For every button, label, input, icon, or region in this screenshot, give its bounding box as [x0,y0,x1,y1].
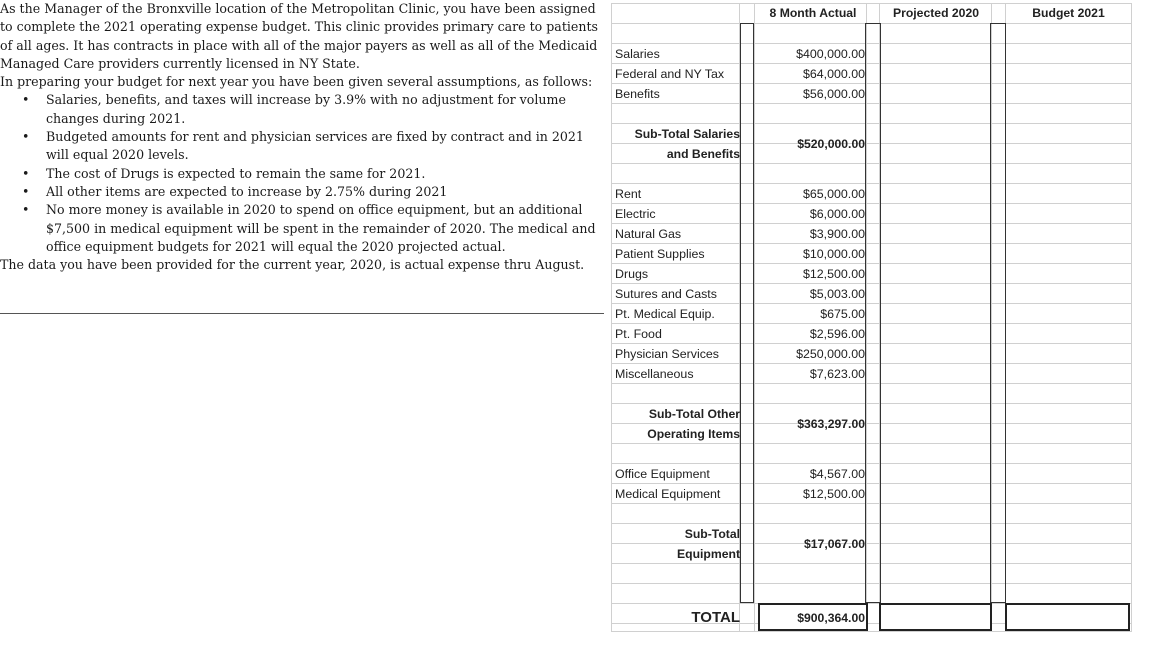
actual-column-border [865,23,881,603]
assumptions-intro: In preparing your budget for next year you have been given several assumptions, as follows: [0,74,593,90]
subtotal-other-label-line2: Operating Items [647,427,740,441]
row-label-physician-services: Physician Services [615,347,719,361]
row-label-patient-supplies: Patient Supplies [615,247,705,261]
row-label-pt-medical-equip: Pt. Medical Equip. [615,307,715,321]
header-budget-2021: Budget 2021 [1032,6,1105,20]
cell-rent-actual[interactable]: $65,000.00 [802,187,865,201]
assumption-item: • The cost of Drugs is expected to remain the same for 2021. [46,165,603,183]
assumption-item: • No more money is available in 2020 to spend on office equipment, but an additional $7,500 in medical equipment will be spent in the remainder of 2020. The medical and office equipment budgets for 2021 will equal the 2020 projected actual. [46,201,603,256]
assumptions-list [0,91,603,256]
header-8-month-actual: 8 Month Actual [769,6,857,20]
cell-patient-supplies-actual[interactable]: $10,000.00 [802,247,865,261]
data-note: The data you have been provided for the current year, 2020, is actual expense thru August. [0,257,585,273]
assignment-instructions [0,0,603,274]
subtotal-salaries-label-line1: Sub-Total Salaries [634,127,740,141]
subtotal-salaries-label-line2: and Benefits [666,147,740,161]
subtotal-other-actual[interactable]: $363,297.00 [797,417,865,431]
row-label-benefits: Benefits [615,87,660,101]
cell-pt-medical-equip-actual[interactable]: $675.00 [820,307,865,321]
cell-miscellaneous-actual[interactable]: $7,623.00 [809,367,865,381]
assumption-item: • Salaries, benefits, and taxes will increase by 3.9% with no adjustment for volume changes during 2021. [46,91,603,128]
cell-natural-gas-actual[interactable]: $3,900.00 [809,227,865,241]
subtotal-salaries-label [635,124,740,164]
subtotal-equipment-label-line1: Sub-Total [684,527,740,541]
subtotal-equipment-actual[interactable]: $17,067.00 [804,537,865,551]
row-label-drugs: Drugs [615,267,649,281]
budget-spreadsheet [611,3,1132,632]
row-label-salaries: Salaries [615,47,660,61]
row-label-electric: Electric [615,207,656,221]
subtotal-equipment-label [677,524,740,564]
subtotal-salaries-actual[interactable]: $520,000.00 [797,137,865,151]
row-label-office-equipment: Office Equipment [615,467,710,481]
label-column-border [740,23,754,603]
cell-pt-food-actual[interactable]: $2,596.00 [809,327,865,341]
row-label-sutures-casts: Sutures and Casts [615,287,717,301]
row-label-medical-equipment: Medical Equipment [615,487,721,501]
row-label-natural-gas: Natural Gas [615,227,682,241]
total-projected-cell[interactable] [879,603,992,631]
subtotal-equipment-label-line2: Equipment [677,547,740,561]
total-label: TOTAL [691,609,740,626]
row-label-miscellaneous: Miscellaneous [615,367,694,381]
cell-medical-equipment-actual[interactable]: $12,500.00 [802,487,865,501]
total-budget-cell[interactable] [1005,603,1130,631]
cell-federal-ny-tax-actual[interactable]: $64,000.00 [802,67,865,81]
total-actual[interactable]: $900,364.00 [797,611,865,625]
cell-benefits-actual[interactable]: $56,000.00 [802,87,865,101]
assumption-item: • All other items are expected to increase by 2.75% during 2021 [46,183,603,201]
projected-column-border [990,23,1006,603]
header-projected-2020: Projected 2020 [892,6,980,20]
cell-salaries-actual[interactable]: $400,000.00 [796,47,865,61]
row-label-pt-food: Pt. Food [615,327,662,341]
cell-drugs-actual[interactable]: $12,500.00 [802,267,865,281]
cell-physician-services-actual[interactable]: $250,000.00 [796,347,865,361]
cell-sutures-casts-actual[interactable]: $5,003.00 [809,287,865,301]
row-label-rent: Rent [615,187,642,201]
assumption-item: • Budgeted amounts for rent and physician services are fixed by contract and in 2021 will equal 2020 levels. [46,128,603,165]
row-label-federal-ny-tax: Federal and NY Tax [615,67,725,81]
cell-electric-actual[interactable]: $6,000.00 [809,207,865,221]
intro-paragraph: As the Manager of the Bronxville location of the Metropolitan Clinic, you have been assigned to complete the 2021 operating expense budget. This clinic provides primary care to patients of all ages. It has contracts in place with all of the major payers as well as all of the Medicaid Managed Care providers currently licensed in NY State. [0,1,598,71]
subtotal-other-label [647,404,740,444]
cell-office-equipment-actual[interactable]: $4,567.00 [809,467,865,481]
divider-line [0,313,604,314]
subtotal-other-label-line1: Sub-Total Other [648,407,740,421]
grid-line [754,3,755,631]
